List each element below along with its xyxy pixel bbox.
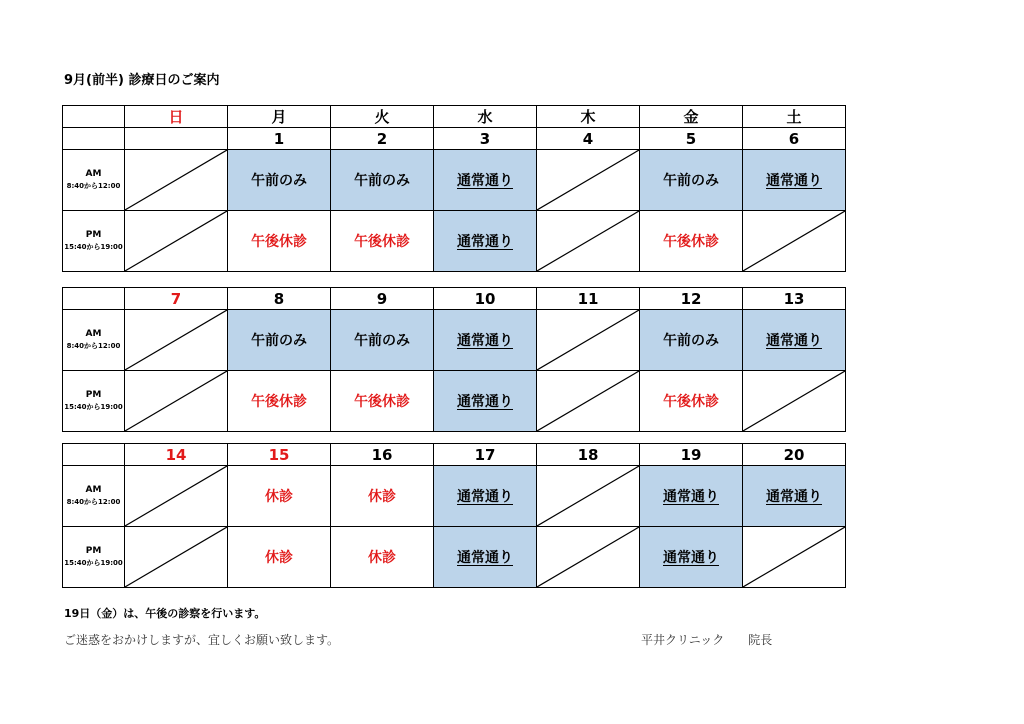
signature: 平井クリニック 院長 bbox=[641, 633, 773, 647]
weekday-row bbox=[63, 106, 846, 128]
closed-notice-cell bbox=[331, 371, 434, 432]
note-friday-afternoon: 19日（金）は、午後の診察を行います。 bbox=[64, 607, 266, 620]
pm-row bbox=[63, 527, 846, 588]
diagonal-slash bbox=[537, 371, 639, 431]
week-table-1 bbox=[62, 105, 846, 272]
open-cell bbox=[743, 466, 846, 527]
closed-notice-text: 午後休診 bbox=[251, 234, 307, 250]
closed-cell bbox=[125, 527, 228, 588]
open-cell bbox=[640, 310, 743, 371]
closed-notice-cell bbox=[228, 527, 331, 588]
open-status-text: 通常通り bbox=[766, 333, 822, 349]
diagonal-slash bbox=[125, 466, 227, 526]
diagonal-slash bbox=[537, 150, 639, 210]
date-cell: 10 bbox=[434, 288, 537, 310]
weekday-header: 日 bbox=[125, 106, 228, 128]
open-status-text: 午前のみ bbox=[663, 173, 719, 189]
closed-cell bbox=[537, 371, 640, 432]
open-status-text: 通常通り bbox=[663, 489, 719, 505]
open-status-text: 通常通り bbox=[457, 394, 513, 410]
pm-label-cell bbox=[63, 211, 125, 272]
date-row bbox=[63, 288, 846, 310]
week-table-2 bbox=[62, 287, 846, 432]
date-cell: 13 bbox=[743, 288, 846, 310]
closed-notice-cell bbox=[228, 371, 331, 432]
diagonal-slash bbox=[125, 211, 227, 271]
open-cell bbox=[228, 150, 331, 211]
open-cell bbox=[640, 527, 743, 588]
open-status-text: 通常通り bbox=[766, 173, 822, 189]
diagonal-slash bbox=[125, 310, 227, 370]
closed-cell bbox=[125, 310, 228, 371]
open-cell bbox=[640, 466, 743, 527]
closed-cell bbox=[743, 527, 846, 588]
diagonal-slash bbox=[537, 466, 639, 526]
closed-cell bbox=[537, 527, 640, 588]
am-title: AM bbox=[85, 329, 102, 339]
corner-cell bbox=[63, 106, 125, 128]
closed-cell bbox=[537, 466, 640, 527]
open-status-text: 午前のみ bbox=[251, 333, 307, 349]
closed-notice-text: 午後休診 bbox=[251, 394, 307, 410]
weekday-header: 火 bbox=[331, 106, 434, 128]
open-cell bbox=[331, 150, 434, 211]
closed-notice-cell bbox=[331, 211, 434, 272]
am-row bbox=[63, 310, 846, 371]
open-cell bbox=[743, 150, 846, 211]
closed-notice-text: 午後休診 bbox=[354, 234, 410, 250]
am-title: AM bbox=[85, 485, 102, 495]
am-row bbox=[63, 150, 846, 211]
weekday-header: 土 bbox=[743, 106, 846, 128]
open-cell bbox=[434, 466, 537, 527]
open-cell bbox=[228, 310, 331, 371]
pm-title: PM bbox=[85, 230, 102, 240]
note-apology: ご迷惑をおかけしますが、宜しくお願い致します。 bbox=[64, 633, 340, 647]
open-status-text: 通常通り bbox=[457, 333, 513, 349]
pm-label-cell bbox=[63, 371, 125, 432]
date-cell bbox=[125, 128, 228, 150]
pm-row bbox=[63, 211, 846, 272]
open-cell bbox=[434, 527, 537, 588]
diagonal-slash bbox=[537, 211, 639, 271]
diagonal-slash bbox=[125, 371, 227, 431]
closed-notice-text: 休診 bbox=[368, 550, 396, 566]
closed-notice-cell bbox=[640, 211, 743, 272]
diagonal-slash bbox=[743, 211, 845, 271]
am-label-cell bbox=[63, 150, 125, 211]
corner-cell bbox=[63, 288, 125, 310]
closed-cell bbox=[743, 371, 846, 432]
closed-notice-cell bbox=[331, 466, 434, 527]
date-cell: 7 bbox=[125, 288, 228, 310]
open-cell bbox=[640, 150, 743, 211]
am-hours: 8:40から12:00 bbox=[66, 498, 121, 506]
pm-label-cell bbox=[63, 527, 125, 588]
open-status-text: 通常通り bbox=[457, 234, 513, 250]
diagonal-slash bbox=[537, 310, 639, 370]
date-cell: 4 bbox=[537, 128, 640, 150]
date-cell: 3 bbox=[434, 128, 537, 150]
closed-notice-text: 休診 bbox=[265, 550, 293, 566]
weekday-header: 水 bbox=[434, 106, 537, 128]
open-cell bbox=[434, 371, 537, 432]
date-cell: 17 bbox=[434, 444, 537, 466]
diagonal-slash bbox=[125, 527, 227, 587]
date-cell: 5 bbox=[640, 128, 743, 150]
closed-cell bbox=[537, 211, 640, 272]
closed-cell bbox=[125, 371, 228, 432]
open-cell bbox=[434, 310, 537, 371]
closed-notice-cell bbox=[331, 527, 434, 588]
closed-cell bbox=[125, 211, 228, 272]
date-cell: 18 bbox=[537, 444, 640, 466]
corner-cell bbox=[63, 128, 125, 150]
date-cell: 15 bbox=[228, 444, 331, 466]
pm-hours: 15:40から19:00 bbox=[64, 243, 123, 251]
date-cell: 1 bbox=[228, 128, 331, 150]
open-status-text: 通常通り bbox=[663, 550, 719, 566]
am-label-cell bbox=[63, 466, 125, 527]
date-cell: 16 bbox=[331, 444, 434, 466]
date-cell: 8 bbox=[228, 288, 331, 310]
open-cell bbox=[743, 310, 846, 371]
closed-cell bbox=[537, 310, 640, 371]
open-cell bbox=[331, 310, 434, 371]
closed-notice-text: 休診 bbox=[368, 489, 396, 505]
am-label-cell bbox=[63, 310, 125, 371]
closed-notice-text: 午後休診 bbox=[354, 394, 410, 410]
date-cell: 11 bbox=[537, 288, 640, 310]
pm-hours: 15:40から19:00 bbox=[64, 403, 123, 411]
am-title: AM bbox=[85, 169, 102, 179]
open-status-text: 午前のみ bbox=[663, 333, 719, 349]
open-cell bbox=[434, 211, 537, 272]
am-hours: 8:40から12:00 bbox=[66, 342, 121, 350]
open-status-text: 通常通り bbox=[457, 550, 513, 566]
closed-notice-cell bbox=[640, 371, 743, 432]
pm-title: PM bbox=[85, 390, 102, 400]
closed-cell bbox=[743, 211, 846, 272]
am-hours: 8:40から12:00 bbox=[66, 182, 121, 190]
date-cell: 14 bbox=[125, 444, 228, 466]
date-cell: 12 bbox=[640, 288, 743, 310]
date-cell: 9 bbox=[331, 288, 434, 310]
date-row bbox=[63, 444, 846, 466]
closed-cell bbox=[537, 150, 640, 211]
date-cell: 19 bbox=[640, 444, 743, 466]
date-cell: 6 bbox=[743, 128, 846, 150]
page-title: 9月(前半) 診療日のご案内 bbox=[64, 73, 220, 88]
weekday-header: 金 bbox=[640, 106, 743, 128]
open-status-text: 午前のみ bbox=[354, 173, 410, 189]
diagonal-slash bbox=[537, 527, 639, 587]
corner-cell bbox=[63, 444, 125, 466]
closed-notice-cell bbox=[228, 466, 331, 527]
diagonal-slash bbox=[743, 527, 845, 587]
weekday-header: 月 bbox=[228, 106, 331, 128]
weekday-header: 木 bbox=[537, 106, 640, 128]
open-status-text: 通常通り bbox=[457, 173, 513, 189]
closed-notice-text: 休診 bbox=[265, 489, 293, 505]
open-status-text: 午前のみ bbox=[354, 333, 410, 349]
date-cell: 2 bbox=[331, 128, 434, 150]
open-status-text: 午前のみ bbox=[251, 173, 307, 189]
open-status-text: 通常通り bbox=[766, 489, 822, 505]
diagonal-slash bbox=[743, 371, 845, 431]
date-row bbox=[63, 128, 846, 150]
date-cell: 20 bbox=[743, 444, 846, 466]
am-row bbox=[63, 466, 846, 527]
open-status-text: 通常通り bbox=[457, 489, 513, 505]
closed-cell bbox=[125, 150, 228, 211]
closed-notice-cell bbox=[228, 211, 331, 272]
week-table-3 bbox=[62, 443, 846, 588]
pm-title: PM bbox=[85, 546, 102, 556]
closed-notice-text: 午後休診 bbox=[663, 234, 719, 250]
open-cell bbox=[434, 150, 537, 211]
closed-cell bbox=[125, 466, 228, 527]
diagonal-slash bbox=[125, 150, 227, 210]
pm-row bbox=[63, 371, 846, 432]
closed-notice-text: 午後休診 bbox=[663, 394, 719, 410]
pm-hours: 15:40から19:00 bbox=[64, 559, 123, 567]
